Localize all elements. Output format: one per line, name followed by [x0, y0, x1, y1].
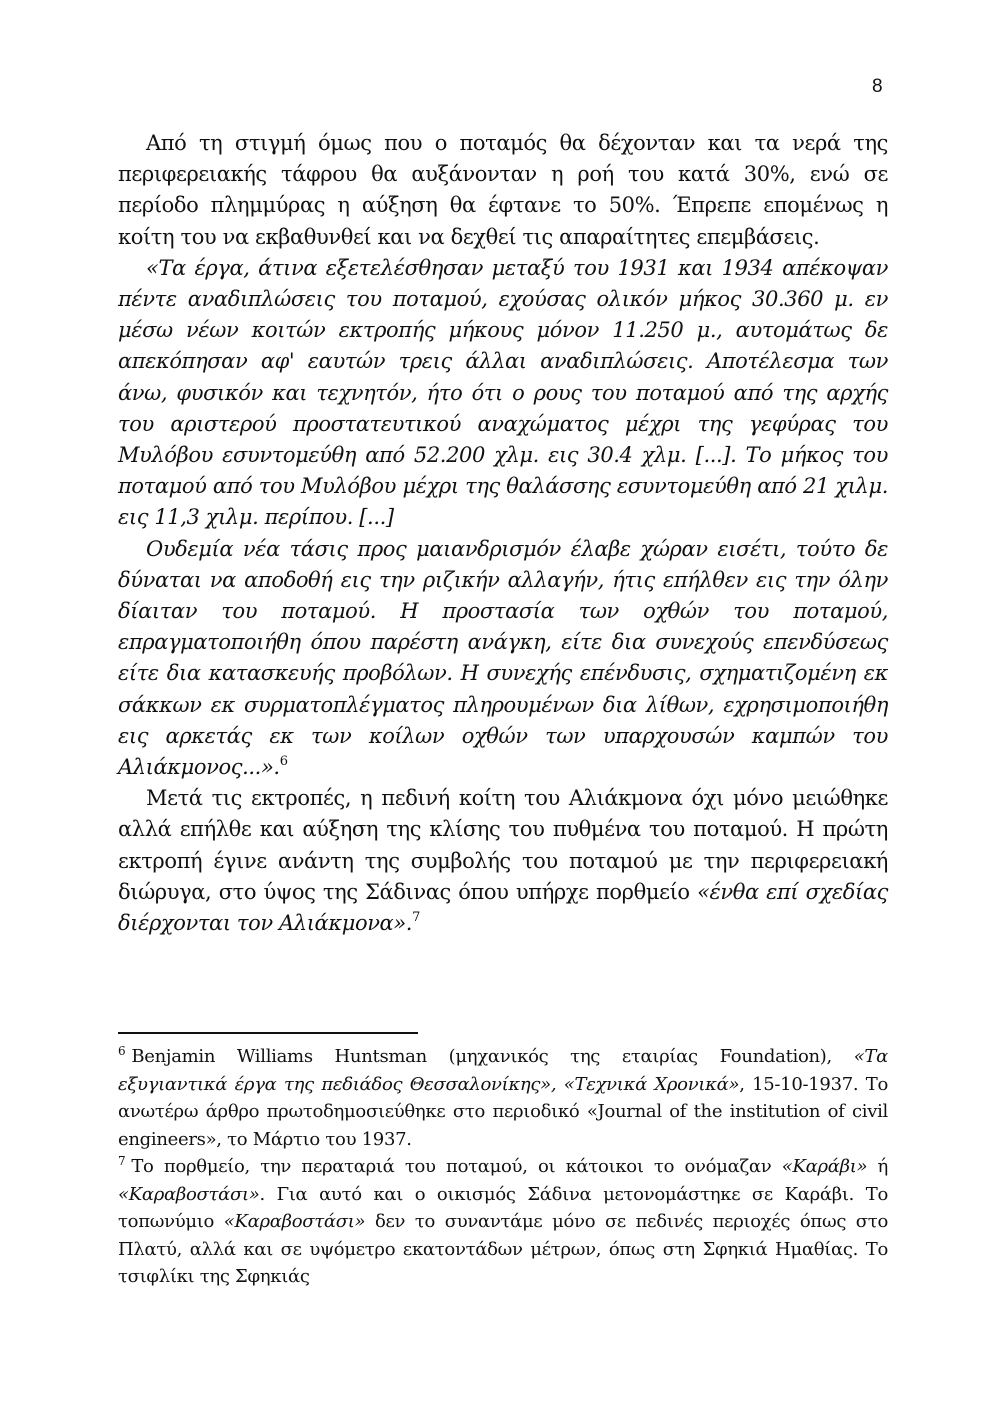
paragraph-intro [118, 128, 888, 253]
footnote-text: ή [867, 1156, 889, 1177]
footnotes [118, 1043, 888, 1291]
paragraph-text: Από τη στιγμή όμως που ο ποταμός θα δέχονταν και τα νερά της περιφερειακής τάφρου θα αυξάνονταν η ροή του κατά 30%, ενώ σε περίοδο πλημμύρας η αύξηση θα έφτανε το 50%. Έπρεπε επομένως η κοίτη του να εκβαθυνθεί και να δεχθεί τις απαραίτητες επεμβάσεις. [118, 131, 888, 249]
footnote-term: «Καραβοστάσι» [223, 1211, 366, 1232]
footnote-text: δεν το συναντάμε μόνο σε πεδινές περιοχές όπως στο Πλατύ, αλλά και σε υψόμετρο εκατοντάδων μέτρων, όπως στη Σφηκιά Ημαθίας. Το τσιφλίκι της Σφηκιάς [118, 1211, 888, 1287]
main-text [118, 128, 888, 939]
footnote-citation: «Τα εξυγιαντικά έργα της πεδιάδος Θεσσαλονίκης», «Τεχνικά Χρονικά» [118, 1046, 888, 1095]
footnote-term: «Καραβοστάσι» [118, 1183, 260, 1205]
footnote-separator [118, 1032, 418, 1034]
paragraph-text: «Τα έργα, άτινα εξετελέσθησαν μεταξύ του 1931 και 1934 απέκοψαν πέντε αναδιπλώσεις του ποταμού, εχούσας ολικόν μήκος 30.360 μ. εν μέσω νέων κοιτών εκτροπής μήκους μόνον 11.250 μ., αυτομάτως δε απεκόπησαν αφ' εαυτών τρεις άλλαι αναδιπλώσεις. Αποτέλεσμα των άνω, φυσικόν και τεχνητόν, ήτο ότι ο ρους του ποταμού από της αρχής του αριστερού προστατευτικού αναχώματος μέχρι της γεφύρας του Μυλόβου εσυντομεύθη από 52.200 χλμ. εις 30.4 χλμ. [...]. Το μήκος του ποταμού από του Μυλόβου μέχρι της θαλάσσης εσυντομεύθη από 21 χιλμ. εις 11,3 χιλμ. περίπου. [...] [118, 255, 888, 530]
footnote-text: , 15-10-1937. Το ανωτέρω άρθρο πρωτοδημοσιεύθηκε στο περιοδικό «Journal of the institution of civil engineers», το Μάρτιο του 1937. [118, 1073, 888, 1150]
quote-paragraph [118, 534, 888, 784]
footnote-text: . Για αυτό και ο οικισμός Σάδινα μετονομάστηκε σε Καράβι. Το τοπωνύμιο [118, 1183, 888, 1232]
footnote-mark: 6 [118, 1044, 126, 1058]
footnote-ref-7[interactable]: 7 [412, 910, 420, 926]
quoted-phrase: «ένθα επί σχεδίας διέρχονται τον Αλιάκμονα». [118, 879, 889, 936]
paragraph-text: Μετά τις εκτροπές, η πεδινή κοίτη του Αλιάκμονα όχι μόνο μειώθηκε αλλά επήλθε και αύξηση της κλίσης του πυθμένα του ποταμού. Η πρώτη εκτροπή έγινε ανάντη της συμβολής του ποταμού με την περιφερειακή διώρυγα, στο ύψος της Σάδινας όπου υπήρχε πορθμείο [118, 786, 888, 904]
paragraph-conclusion [118, 783, 888, 939]
footnote-ref-6[interactable]: 6 [279, 754, 288, 770]
footnote-mark: 7 [118, 1154, 126, 1168]
page-number: 8 [872, 76, 883, 97]
footnote-text: Benjamin Williams Huntsman (μηχανικός της εταιρίας Foundation), [131, 1046, 854, 1067]
paragraph-text: Ουδεμία νέα τάσις προς μαιανδρισμόν έλαβε χώραν εισέτι, τούτο δε δύναται να αποδοθή εις την ριζικήν αλλαγήν, ήτις επήλθεν εις την όλην δίαιταν του ποταμού. Η προστασία των οχθών του ποταμού, επραγματοποιήθη όπου παρέστη ανάγκη, είτε δια συνεχούς επενδύσεως είτε δια κατασκευής προβόλων. Η συνεχής επένδυσις, σχηματιζομένη εκ σάκκων εκ συρματοπλέγματος πληρουμένων δια λίθων, εχρησιμοποιήθη εις αρκετάς εκ των κοίλων οχθών των υπαρχουσών καμπών του Αλιάκμονος...». [118, 536, 888, 780]
footnote-text: Το πορθμείο, την περαταριά του ποταμού, οι κάτοικοι το ονόμαζαν [131, 1156, 782, 1177]
footnote-term: «Καράβι» [781, 1156, 868, 1177]
quote-paragraph [118, 253, 888, 534]
footnote-6 [118, 1043, 888, 1153]
footnote-7 [118, 1153, 888, 1291]
